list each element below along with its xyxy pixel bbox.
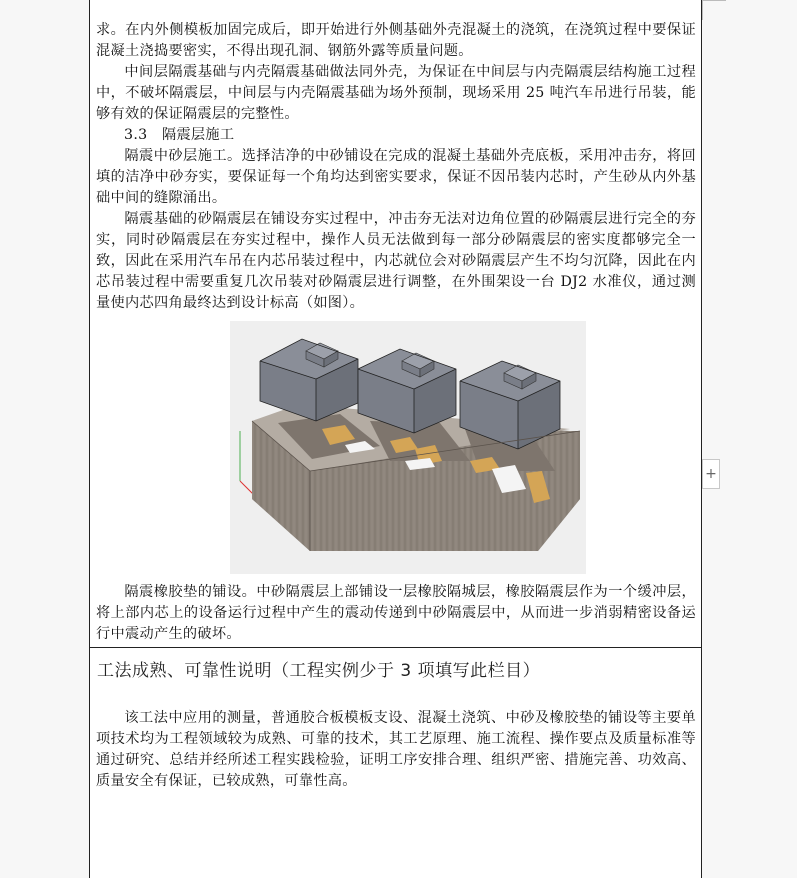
paragraph-sand-adjustment: 隔震基础的砂隔震层在铺设夯实过程中，冲击夯无法对边角位置的砂隔震层进行完全的夯实，同时砂隔震层在夯实过程中，操作人员无法做到每一部分砂隔震层的密实度都够完全一致，因此在采用汽车吊在内芯吊装过程中，内芯就位会对砂隔震层产生不均匀沉降，因此在内芯吊装过程中需要重复几次吊装对砂隔震层进行调整，在外围架设一台 DJ2 水准仪，通过测量使内芯四角最终达到设计标高（如图）。 [96,211,696,311]
paragraph-sand-layer: 隔震中砂层施工。选择洁净的中砂铺设在完成的混凝土基础外壳底板，采用冲击夯，将回填的洁净中砂夯实，要保证每一个角均达到密实要求，保证不因吊装内芯时，产生砂从内外基础中间的缝隙涌出。 [96,148,696,206]
table-border-left [89,0,90,878]
paragraph-maturity: 该工法中应用的测量，普通胶合板模板支设、混凝土浇筑、中砂及橡胶垫的铺设等主要单项技术均为工程领域较为成熟、可靠的技术，其工艺原理、施工流程、操作要点及质量标准等通过研究、总结并经所述工程实践检验，证明工序安排合理、组织严密、措施完善、功效高、质量安全有保证，已较成熟，可靠性高。 [96,710,696,789]
upper-text-block [96,20,696,314]
table-row-divider [89,647,702,648]
foundation-3d-model [230,321,586,574]
left-page-margin [0,0,89,878]
add-row-button[interactable]: + [702,459,720,489]
page-corner-mark [702,0,726,1]
right-page-margin [702,0,797,878]
page-corner-mark-vertical [702,0,703,20]
paragraph-intermediate-layer: 中间层隔震基础与内壳隔震基础做法同外壳，为保证在中间层与内壳隔震层结构施工过程中，不破坏隔震层，中间层与内壳隔震基础为场外预制，现场采用 25 吨汽车吊进行吊装，能够有效的保证隔震层的完整性。 [96,64,696,122]
paragraph-rubber-pad: 隔震橡胶垫的铺设。中砂隔震层上部铺设一层橡胶隔城层，橡胶隔震层作为一个缓冲层，将上部内芯上的设备运行过程中产生的震动传递到中砂隔震层中，从而进一步消弱精密设备运行中震动产生的破坏。 [96,584,696,642]
table-border-right [701,0,702,878]
maturity-section-title: 工法成熟、可靠性说明（工程实例少于 3 项填写此栏目） [97,661,541,681]
paragraph-continuation: 求。在内外侧模板加固完成后，即开始进行外侧基础外壳混凝土的浇筑，在浇筑过程中要保证混凝土浇捣要密实，不得出现孔洞、钢筋外露等质量问题。 [96,22,696,59]
lower-text-block [96,708,696,792]
upper-text-block-2 [96,582,696,645]
isolation-foundation-figure [230,321,586,574]
section-heading-3-3: 3.3 隔震层施工 [124,127,235,143]
